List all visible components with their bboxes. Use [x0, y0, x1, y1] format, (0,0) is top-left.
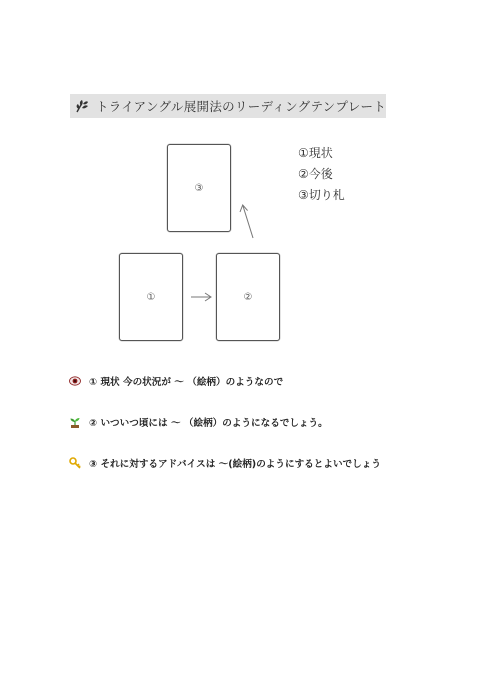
key-icon — [69, 457, 81, 469]
arrow-2-to-3 — [240, 205, 253, 238]
seedling-icon — [69, 416, 81, 428]
leaf-sprig-icon — [74, 98, 90, 114]
eye-icon — [69, 375, 81, 387]
guide-line-current — [69, 374, 283, 388]
card-label: ② — [243, 291, 253, 303]
guide-line-advice — [69, 456, 381, 470]
arrow-1-to-2 — [191, 293, 211, 301]
card-position-2 — [216, 253, 280, 341]
guide-text: ① 現状 今の状況が ～ （絵柄）のようなので — [89, 377, 284, 388]
legend-item: ①現状 — [298, 146, 333, 160]
card-position-3 — [167, 144, 231, 232]
card-position-1 — [119, 253, 183, 341]
template-title-bar — [70, 94, 386, 118]
template-title: トライアングル展開法のリーディングテンプレート — [96, 99, 387, 114]
guide-line-future — [69, 415, 328, 429]
guide-text: ③ それに対するアドバイスは ～(絵柄)のようにするとよいでしょう — [89, 459, 381, 470]
guide-text: ② いついつ頃には ～ （絵柄）のようになるでしょう。 — [89, 418, 328, 429]
card-label: ① — [146, 291, 156, 303]
legend-item: ②今後 — [298, 167, 333, 181]
legend-item: ③切り札 — [298, 188, 345, 202]
card-label: ③ — [194, 182, 204, 194]
position-legend — [298, 143, 345, 206]
